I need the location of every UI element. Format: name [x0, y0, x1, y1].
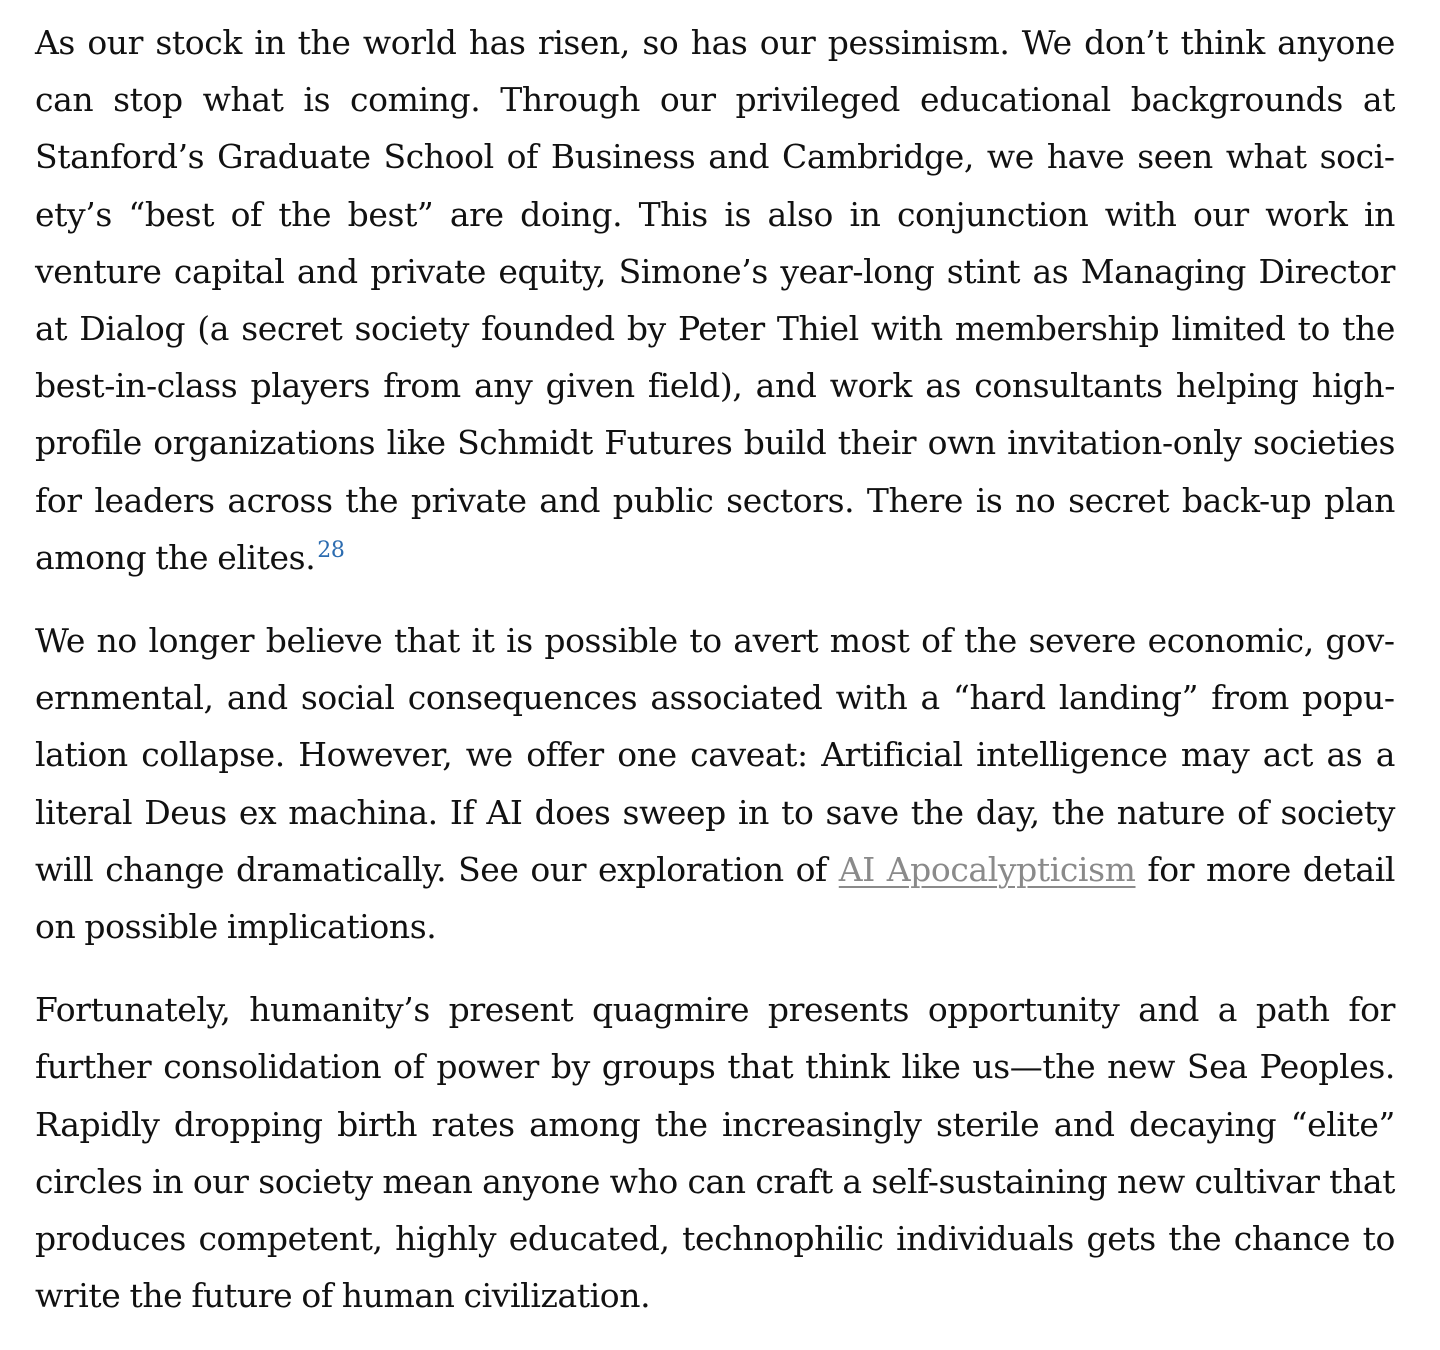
paragraph-sea-peoples-text: Fortunately, humanity’s present quagmire presents opportunity and a path for further consolidation of power by groups that think like us—the new Sea Peoples. Rapidly dropping birth rates among the increasingly sterile and decaying “elite” circles in our society mean anyone who can craft a self-sustaining new cultivar that produces competent, highly educated, technophilic individuals gets the chance to write the future of human civilization.	[35, 990, 1395, 1316]
article-body	[35, 14, 1395, 1350]
paragraph-sea-peoples	[35, 981, 1395, 1324]
paragraph-ai-caveat-text-end: for more detail on possible implications.	[35, 849, 1396, 947]
paragraph-ai-caveat-text-start: We no longer believe that it is possible to avert most of the severe economic, governmental, and social consequences associated with a “hard landing” from population collapse. However, we offer one caveat: Artificial intelligence may act as a literal Deus ex machina. If AI does sweep in to save the day, the nature of society will change dramatically. See our exploration of	[35, 621, 1395, 889]
paragraph-ai-caveat	[35, 612, 1395, 955]
footnote-28-link[interactable]: 28	[317, 537, 345, 563]
ai-apocalypticism-link[interactable]: AI Apocalypticism	[838, 849, 1136, 889]
paragraph-pessimism-text: As our stock in the world has risen, so has our pessimism. We don’t think anyone can stop what is coming. Through our privileged educational backgrounds at Stanford’s Graduate School of Business and Cambridge, we have seen what society’s “best of the best” are doing. This is also in conjunction with our work in venture capital and private equity, Simone’s year-long stint as Managing Director at Dialog (a secret society founded by Peter Thiel with membership limited to the best-in-class players from any given field), and work as consultants helping high-profile organizations like Schmidt Futures build their own invitation-only societies for leaders across the private and public sectors. There is no secret back-up plan among the elites.	[35, 23, 1395, 577]
paragraph-pessimism	[35, 14, 1395, 586]
